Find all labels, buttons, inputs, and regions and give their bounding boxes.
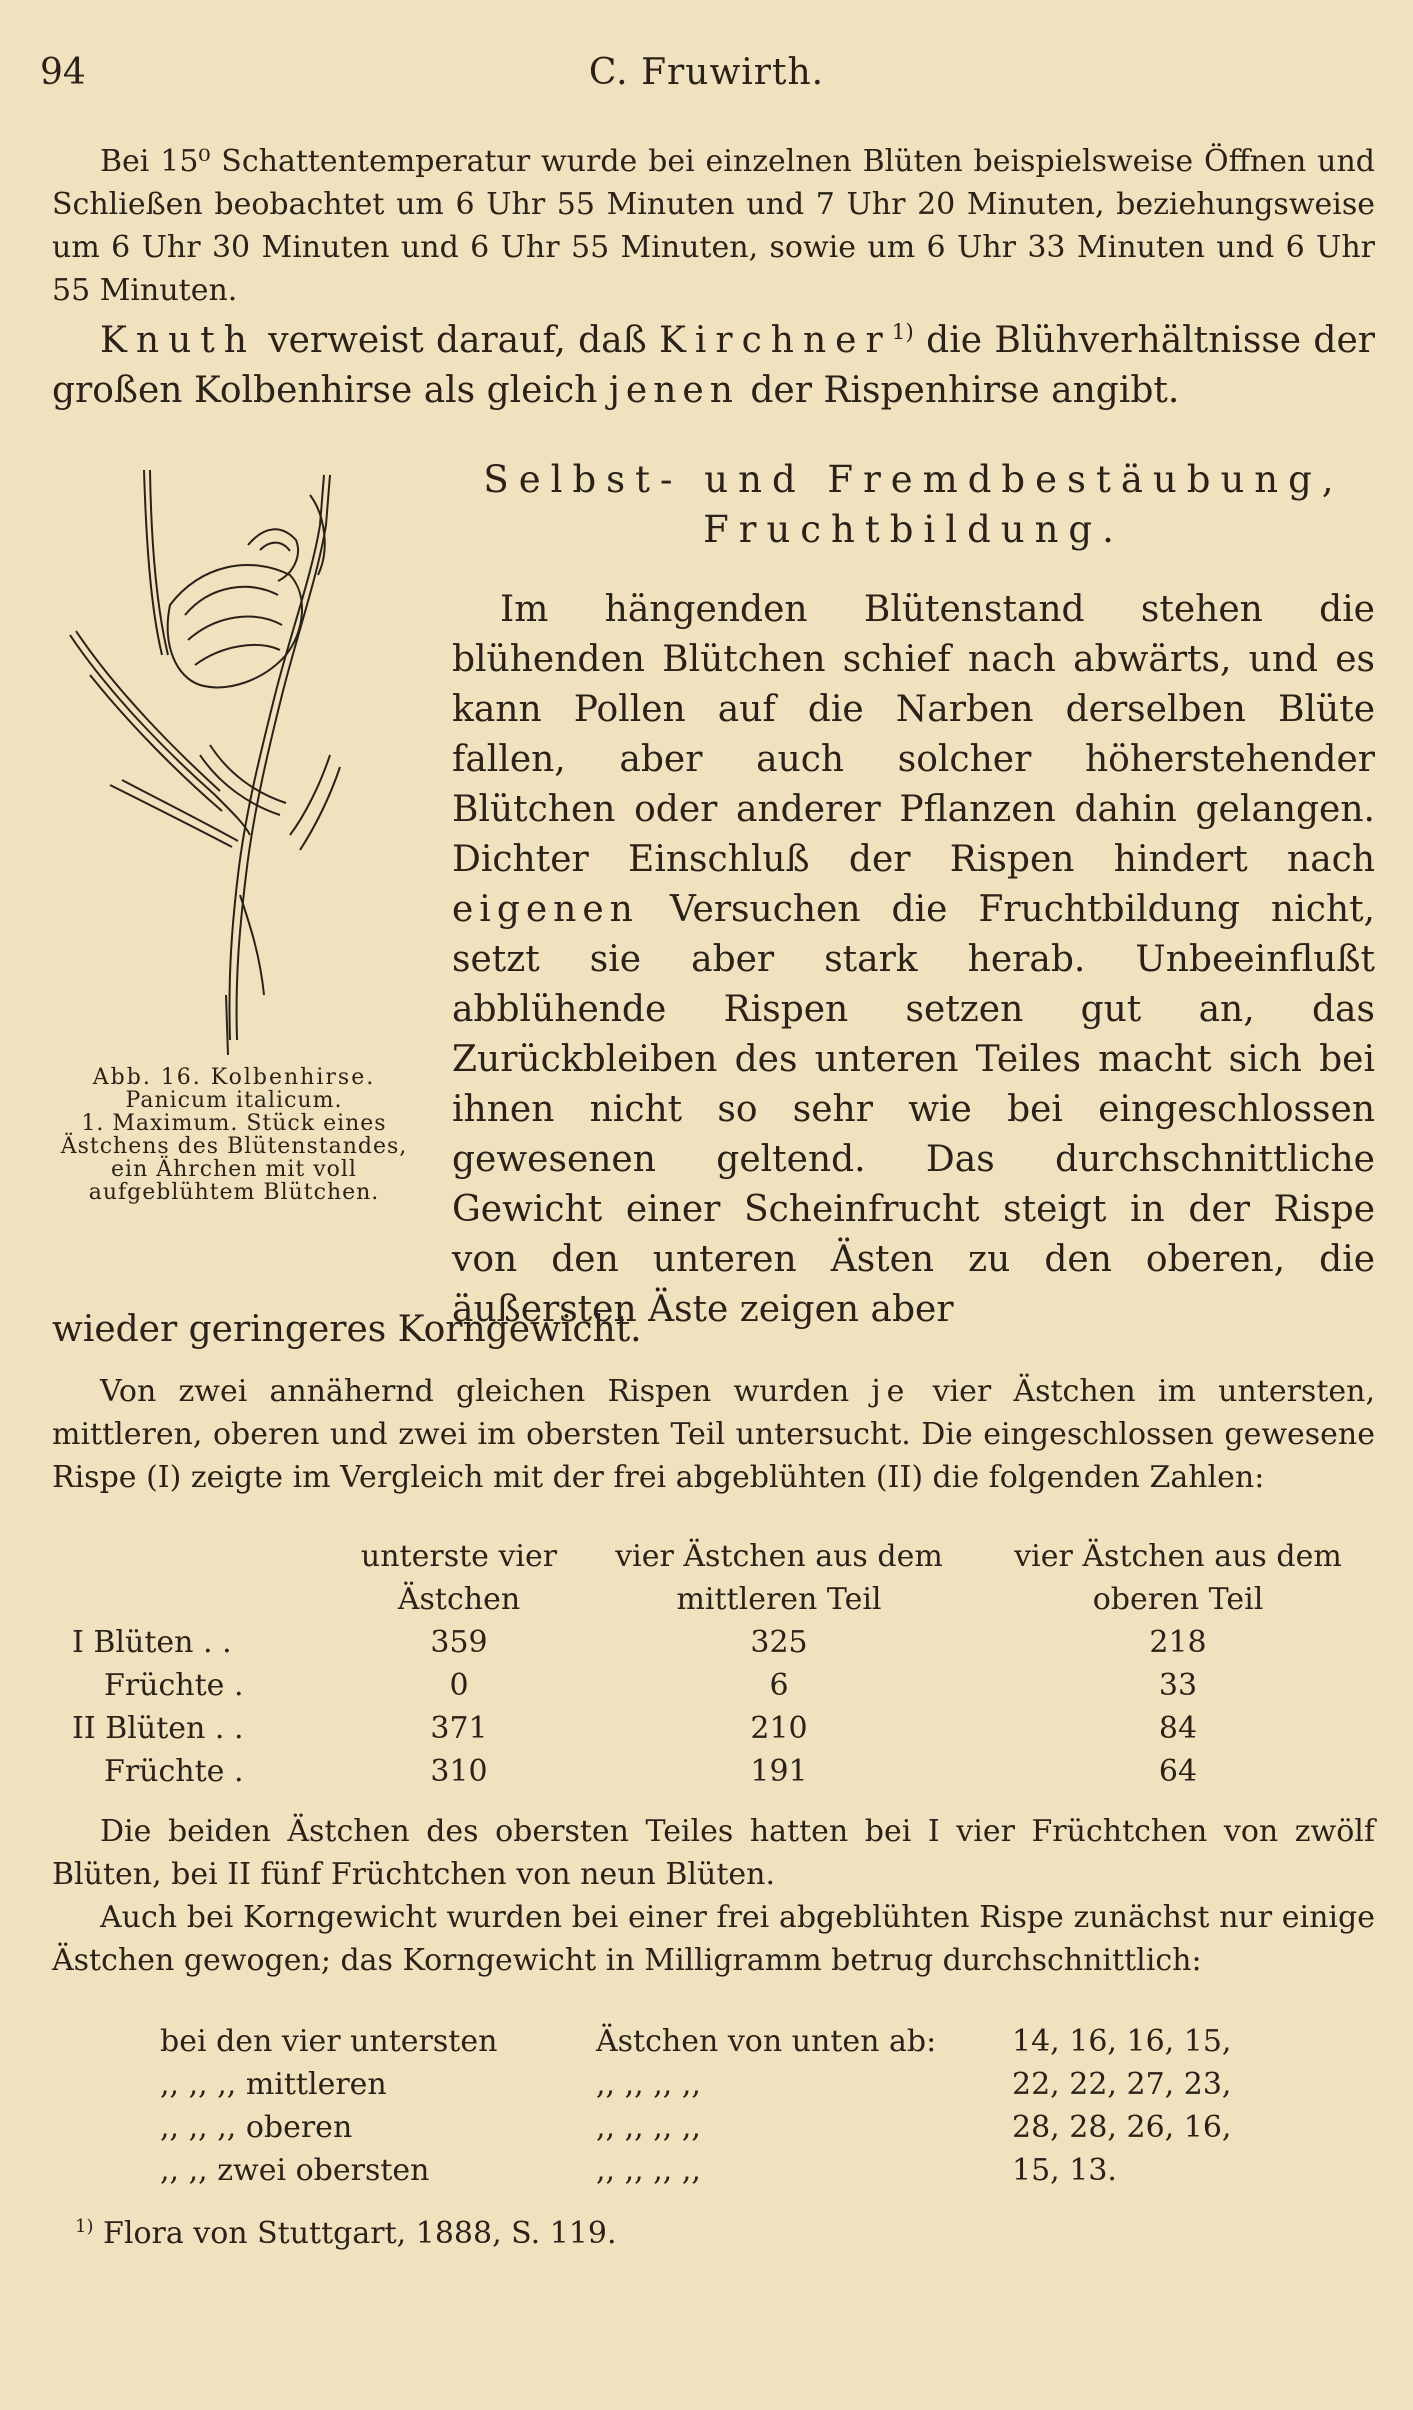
list-item: ,, ,, ,, mittleren ,, ,, ,, ,, 22, 22, 27, 23, [160,2067,1232,2102]
footnote-mark: 1) [75,2216,94,2237]
footnote-text: Flora von Stuttgart, 1888, S. 119. [103,2216,617,2251]
grain-weight-list [160,2020,1247,2192]
section-paragraph: Im hängenden Blütenstand stehen die blühenden Blütchen schief nach abwärts, und es kann Pollen auf die Narben derselben Blüte fallen, aber auch solcher höherstehender Blütchen oder anderer Pflanzen dahin gelangen. Dichter Einschluß der Rispen hindert nach eigenen Versuchen die Fruchtbildung nicht, setzt sie aber stark herab. Unbeeinflußt abblühende Rispen setzen gut an, das Zurückbleiben des unteren Teiles macht sich bei ihnen nicht so sehr wie bei eingeschlossen gewesenen geltend. Das durchschnittliche Gewicht einer Scheinfrucht steigt in der Rispe von den unteren Ästen zu den oberen, die äußersten Äste zeigen aber [452,589,1375,1330]
table-row: I Blüten . . 359 325 218 [72,1625,1207,1660]
table-row: Früchte . 0 6 33 [104,1668,1198,1703]
list-item: ,, ,, ,, oberen ,, ,, ,, ,, 28, 28, 26, 16, [160,2110,1232,2145]
table-row: II Blüten . . 371 210 84 [72,1711,1198,1746]
caption-text: 1. Maximum. Stück eines Ästchens des Blütenstandes, ein Ährchen mit voll aufgeblühtem Blütchen. [60,1111,408,1205]
list-item: bei den vier untersten Ästchen von unten ab: 14, 16, 16, 15, [160,2024,1232,2059]
footnote [75,2212,617,2255]
intro-text: Bei 15⁰ Schattentemperatur wurde bei einzelnen Blüten beispielsweise Öffnen und Schließen beobachtet um 6 Uhr 55 Minuten und 7 Uhr 20 Minuten, beziehungsweise um 6 Uhr 30 Minuten und 6 Uhr 55 Minuten, sowie um 6 Uhr 33 Minuten und 6 Uhr 55 Minuten. [52,144,1375,308]
caption-latin: Panicum italicum. [125,1088,343,1113]
intro-paragraph [52,140,1375,312]
list-item: ,, ,, zwei obersten ,, ,, ,, ,, 15, 13. [160,2153,1117,2188]
experiment-paragraph: Von zwei annähernd gleichen Rispen wurden je vier Ästchen im untersten, mittleren, oberen und zwei im obersten Teil untersucht. Die eingeschlossen gewesene Rispe (I) zeigte im Vergleich mit der frei abgeblühten (II) die folgenden Zahlen: [52,1374,1375,1495]
page-number: 94 [40,52,86,93]
caption-label: Abb. 16. Kolbenhirse. [92,1065,376,1090]
blossom-fruit-table [52,1535,1362,1793]
section-paragraph-tail: wieder geringeres Korngewicht. [52,1309,642,1350]
footnote-ref: 1) [891,320,914,345]
table-row: Früchte . 310 191 64 [104,1754,1198,1789]
column-header: unterste vier Ästchen [360,1539,558,1617]
running-title: C. Fruwirth. [588,52,825,93]
author-name-knuth: Knuth [100,320,256,361]
column-header: vier Ästchen aus dem mittleren Teil [615,1539,943,1617]
figure-caption [44,1066,424,1204]
section-heading: Selbst- und Fremdbestäubung, Fruchtbildung. [483,458,1344,551]
table-header-row [52,1535,1362,1621]
knuth-paragraph: Knuth verweist darauf, daß Kirchner$^{1)}$ die Blühverhältnisse der großen Kolbenhirse als gleich jenen der Rispenhirse angibt. [52,320,1375,411]
column-header: vier Ästchen aus dem oberen Teil [1014,1539,1342,1617]
page-header [40,52,1373,102]
millet-illustration [50,455,420,1055]
after-table-paragraph-2: Auch bei Korngewicht wurden bei einer frei abgeblühten Rispe zunächst nur einige Ästchen gewogen; das Korngewicht in Milligramm betrug durchschnittlich: [52,1900,1375,1978]
after-table-paragraph-1: Die beiden Ästchen des obersten Teiles hatten bei I vier Früchtchen von zwölf Blüten, bei II fünf Früchtchen von neun Blüten. [52,1814,1375,1892]
author-name-kirchner: Kirchner [659,320,892,361]
